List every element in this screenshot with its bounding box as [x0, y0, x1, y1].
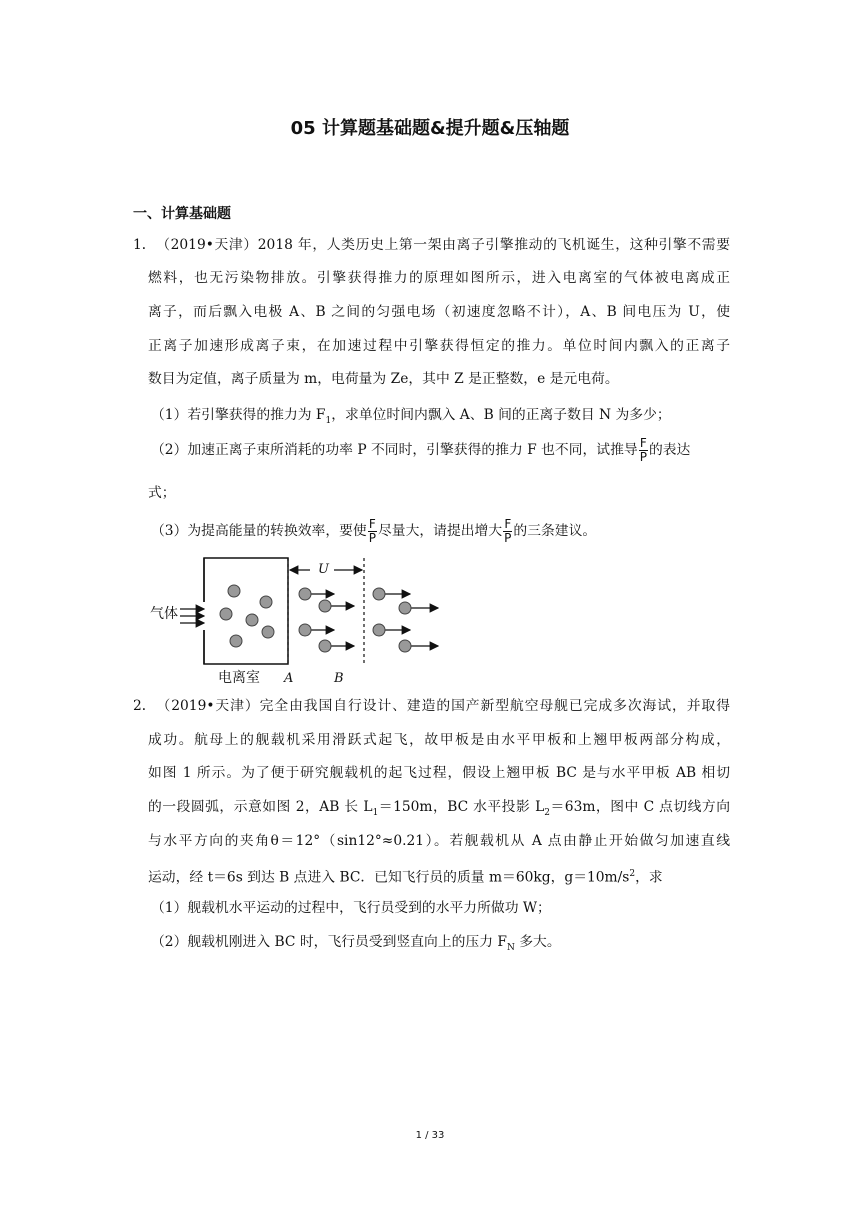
q2-sub-2	[151, 933, 561, 957]
q2-sub2-text-b: 多大。	[514, 934, 561, 950]
q2-line-6	[148, 865, 730, 887]
gas-label: 气体	[150, 606, 178, 622]
ion-engine-diagram	[148, 556, 448, 690]
ion-beam	[373, 588, 438, 652]
page-title: 05 计算题基础题&提升题&压轴题	[290, 118, 570, 139]
q1-line-3: 离子，而后飘入电极 A、B 之间的匀强电场（初速度忽略不计），A、B 间电压为 U，使	[148, 304, 730, 320]
fraction-numerator: F	[504, 517, 512, 531]
q2-sub-1: （1）舰载机水平运动的过程中，飞行员受到的水平力所做功 W；	[151, 900, 551, 916]
q2-line6-superscript: 2	[629, 869, 636, 879]
q1-sub3-text-b: 尽量大，请提出增大	[377, 523, 503, 539]
section-heading: 一、计算基础题	[133, 206, 231, 222]
q2-sub2-text-a: （2）舰载机刚进入 BC 时，飞行员受到竖直向上的压力 F	[151, 934, 507, 950]
page-number: 1 / 33	[415, 1130, 445, 1141]
q1-sub2-text-a: （2）加速正离子束所消耗的功率 P 不同时，引擎获得的推力 F 也不同，试推导	[151, 442, 638, 458]
q2-sub2-subscript: N	[507, 942, 515, 953]
f-over-p-fraction	[639, 437, 648, 464]
q2-line-1	[133, 697, 730, 715]
q2-line4-text-a: 的一段圆弧，示意如图 2，AB 长 L	[148, 799, 373, 815]
q2-text-1: （2019•天津）完全由我国自行设计、建造的国产新型航空母舰已完成多次海试，并取得	[155, 698, 730, 714]
fraction-numerator: F	[368, 517, 376, 531]
ionization-chamber-outline	[204, 558, 288, 664]
electrode-b-label: B	[334, 671, 344, 686]
q2-line4-subscript-1: 1	[372, 807, 379, 818]
q1-sub-1	[151, 406, 671, 430]
chamber-ions	[220, 585, 274, 647]
q2-line4-subscript-2: 2	[544, 807, 551, 818]
fraction-denominator: P	[368, 531, 376, 545]
q1-text-1: （2019•天津）2018 年，人类历史上第一架由离子引擎推动的飞机诞生，这种引擎不需要	[155, 237, 730, 253]
q2-line-3: 如图 1 所示。为了便于研究舰载机的起飞过程，假设上翘甲板 BC 是与水平甲板 AB 相切	[148, 765, 730, 781]
q1-sub1-text-b: ，求单位时间内飘入 A、B 间的正离子数目 N 为多少；	[331, 407, 671, 423]
q2-line6-text-a: 运动，经 t＝6s 到达 B 点进入 BC．已知飞行员的质量 m＝60kg，g＝10m/s	[148, 869, 630, 886]
q2-line4-text-c: ＝63m，图中 C 点切线方向	[550, 799, 731, 815]
q2-line4-text-b: ＝150m，BC 水平投影 L	[378, 799, 545, 815]
q1-sub-2	[151, 437, 690, 464]
f-over-p-fraction	[368, 518, 377, 545]
q1-sub1-text-a: （1）若引擎获得的推力为 F	[151, 407, 326, 423]
q2-number: 2．	[133, 698, 156, 714]
chamber-label: 电离室	[218, 670, 260, 686]
q1-sub3-text-c: 的三条建议。	[513, 523, 597, 539]
q1-line-1	[133, 236, 730, 254]
q2-line-2: 成功。航母上的舰载机采用滑跃式起飞，故甲板是由水平甲板和上翘甲板两部分构成，	[148, 732, 730, 748]
q1-sub1-subscript: 1	[325, 415, 332, 426]
fraction-denominator: P	[639, 450, 647, 464]
q2-line-5: 与水平方向的夹角θ＝12°（sin12°≈0.21）。若舰载机从 A 点由静止开始做匀加速直线	[148, 833, 730, 849]
q1-sub-2-cont: 式；	[148, 485, 176, 501]
q1-sub3-text-a: （3）为提高能量的转换效率，要使	[151, 523, 367, 539]
q1-number: 1．	[133, 237, 156, 253]
fraction-denominator: P	[504, 531, 512, 545]
f-over-p-fraction	[503, 518, 512, 545]
q1-line-5: 数目为定值，离子质量为 m，电荷量为 Ze，其中 Z 是正整数，e 是元电荷。	[148, 371, 619, 387]
q1-sub-3	[151, 518, 596, 545]
q1-line-4: 正离子加速形成离子束，在加速过程中引擎获得恒定的推力。单位时间内飘入的正离子	[148, 338, 730, 354]
q2-line-4	[148, 798, 730, 822]
q2-line6-text-b: ，求	[635, 869, 663, 886]
q1-sub2-text-b: 的表达	[648, 442, 691, 458]
ion-engine-figure	[148, 556, 448, 690]
accelerating-ions	[299, 588, 354, 652]
q1-line-2: 燃料，也无污染物排放。引擎获得推力的原理如图所示，进入电离室的气体被电离成正	[148, 270, 730, 286]
fraction-numerator: F	[639, 436, 647, 450]
electrode-a-label: A	[284, 671, 294, 686]
voltage-label: U	[318, 562, 329, 577]
